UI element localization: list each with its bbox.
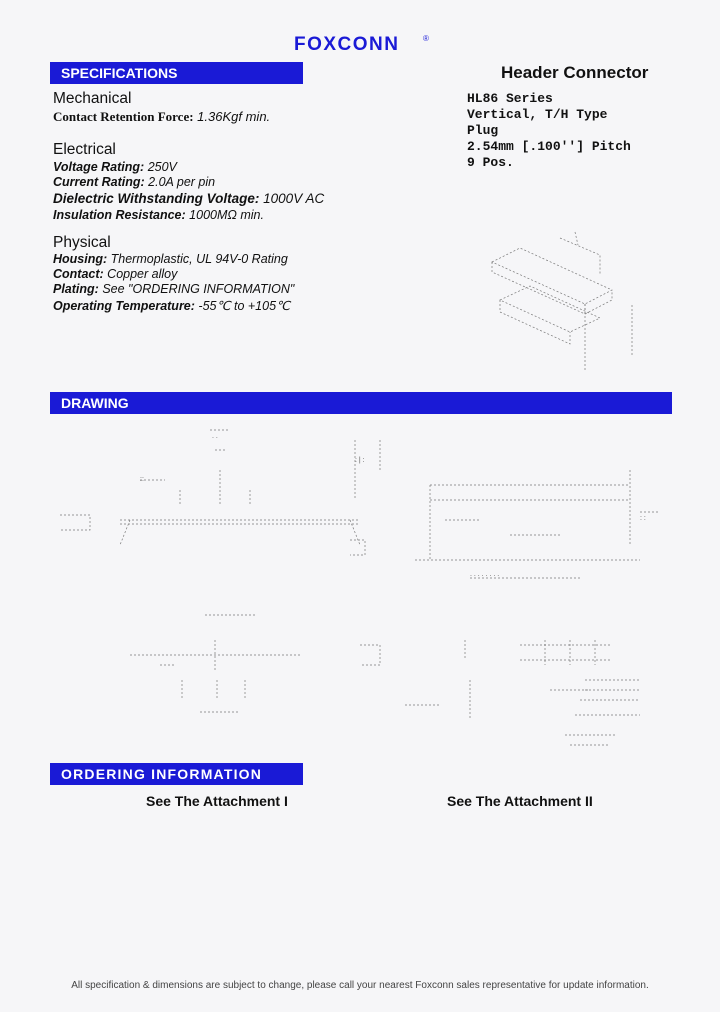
svg-text:: | :: : | :: [355, 457, 365, 464]
ordering-header: ORDERING INFORMATION: [50, 763, 303, 785]
housing-line: [53, 252, 288, 266]
contact-label: Contact:: [53, 267, 104, 281]
product-line-pitch: 2.54mm [.100''] Pitch: [467, 139, 631, 154]
temperature-line: [53, 298, 290, 313]
svg-text:::: ::: [140, 476, 144, 483]
dielectric-label: Dielectric Withstanding Voltage:: [53, 191, 260, 206]
product-line-plug: Plug: [467, 123, 499, 138]
product-line-series: HL86 Series: [467, 91, 553, 106]
temperature-label: Operating Temperature:: [53, 299, 195, 313]
voltage-rating-line: [53, 160, 177, 174]
current-rating-value: 2.0A per pin: [144, 175, 216, 189]
svg-text:: :: : :: [640, 515, 646, 522]
contact-value: Copper alloy: [103, 267, 178, 281]
product-description: [467, 91, 631, 171]
current-rating-line: [53, 175, 215, 189]
product-title: Header Connector: [501, 63, 649, 82]
logo-text: FOXCONN: [294, 34, 400, 55]
svg-text:. .: . .: [212, 433, 218, 440]
electrical-heading: Electrical: [53, 141, 116, 158]
retention-force-label: Contact Retention Force:: [53, 109, 194, 124]
registered-mark: ®: [423, 34, 429, 43]
plating-label: Plating:: [53, 282, 99, 296]
svg-text:. . . . . . . .: . . . . . . . .: [470, 571, 500, 578]
attachment-1-link[interactable]: See The Attachment I: [146, 793, 288, 809]
product-line-type: Vertical, T/H Type: [467, 107, 608, 122]
attachment-2-link[interactable]: See The Attachment II: [447, 793, 593, 809]
physical-heading: Physical: [53, 234, 111, 251]
drawing-header: DRAWING: [50, 392, 672, 414]
contact-line: [53, 267, 177, 281]
plating-value: See "ORDERING INFORMATION": [98, 282, 295, 296]
current-rating-label: Current Rating:: [53, 175, 145, 189]
footer-disclaimer: All specification & dimensions are subject to change, please call your nearest Foxconn sales representative for update information.: [71, 980, 649, 991]
pcb-layout-drawing: [520, 640, 640, 745]
foxconn-logo: [294, 33, 430, 55]
mechanical-heading: Mechanical: [53, 90, 132, 107]
insulation-line: [53, 208, 264, 222]
retention-force-line: [53, 109, 270, 125]
front-view-drawing: [60, 430, 380, 555]
isometric-connector-drawing: [492, 232, 632, 372]
temperature-value: -55℃ to +105℃: [194, 299, 291, 313]
dielectric-line: [53, 191, 324, 206]
retention-force-value: 1.36Kgf min.: [193, 109, 271, 124]
specifications-header: SPECIFICATIONS: [50, 62, 303, 84]
plating-line: [53, 282, 294, 296]
voltage-rating-value: 250V: [144, 160, 177, 174]
insulation-value: 1000MΩ min.: [185, 208, 264, 222]
product-line-positions: 9 Pos.: [467, 155, 514, 170]
housing-label: Housing:: [53, 252, 108, 266]
side-view-drawing: [130, 615, 470, 720]
dielectric-value: 1000V AC: [259, 191, 325, 206]
top-view-drawing: [415, 470, 660, 578]
voltage-rating-label: Voltage Rating:: [53, 160, 145, 174]
housing-value: Thermoplastic, UL 94V-0 Rating: [107, 252, 288, 266]
insulation-label: Insulation Resistance:: [53, 208, 186, 222]
